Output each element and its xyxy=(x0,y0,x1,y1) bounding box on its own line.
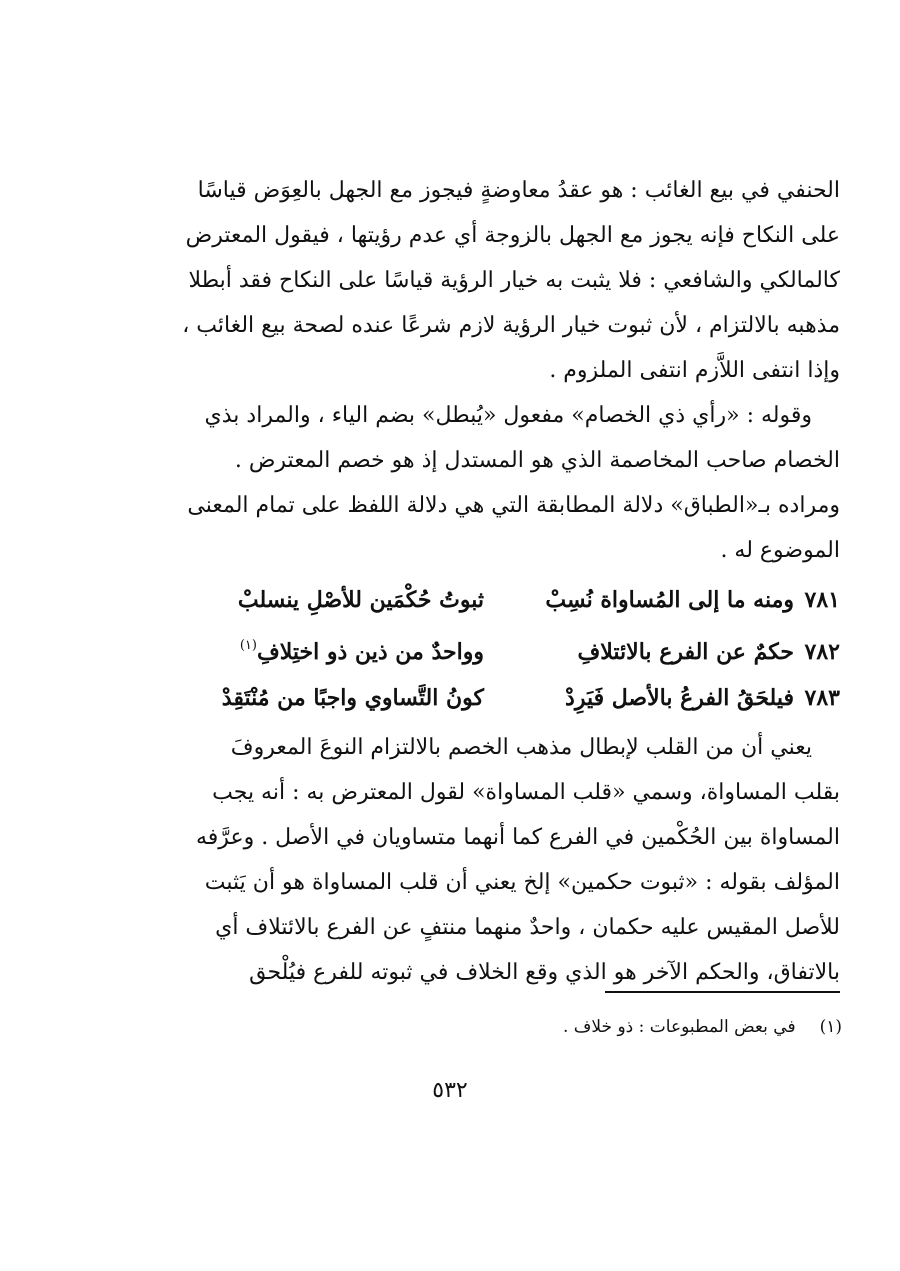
footnote-number: (١) xyxy=(819,1017,842,1037)
verse-781 xyxy=(118,577,840,623)
verse-first-hemistich: حكمٌ عن الفرع بالائتلافِ xyxy=(577,639,794,665)
main-text xyxy=(118,168,840,995)
text-line: المساواة بين الحُكْمين في الفرع كما أنهما متساويان في الأصل . وعرَّفه xyxy=(196,825,840,850)
text-line: للأصل المقيس عليه حكمان ، واحدٌ منهما منتفٍ عن الفرع بالائتلاف أي xyxy=(215,915,840,940)
text-line: يعني أن من القلب لإبطال مذهب الخصم بالالتزام النوعَ المعروفَ xyxy=(230,735,812,760)
verse-first-hemistich: ومنه ما إلى المُساواة نُسِبْ xyxy=(545,587,794,613)
verse-second-hemistich: وواحدٌ من ذين ذو اختِلافِ xyxy=(256,639,484,665)
paragraph-2 xyxy=(118,393,840,573)
footnote xyxy=(563,1017,842,1037)
paragraph-3 xyxy=(118,725,840,995)
verse-first-hemistich: فيلحَقُ الفرعُ بالأصل فَيَرِدْ xyxy=(565,685,794,711)
verse-number: ٧٨١ xyxy=(804,587,840,613)
footnote-marker[interactable]: (١) xyxy=(239,638,257,653)
text-line: المؤلف بقوله : «ثبوت حكمين» إلخ يعني أن قلب المساواة هو أن يَثبت xyxy=(204,870,840,895)
footnote-separator xyxy=(605,991,840,993)
text-line: بقلب المساواة، وسمي «قلب المساواة» لقول المعترض به : أنه يجب xyxy=(212,780,840,805)
verse-second-hemistich: كونُ التَّساوي واجبًا من مُنْتَقِدْ xyxy=(221,685,484,711)
text-line: الحنفي في بيع الغائب : هو عقدُ معاوضةٍ فيجوز مع الجهل بالعِوَض قياسًا xyxy=(197,178,840,203)
text-line: على النكاح فإنه يجوز مع الجهل بالزوجة أي عدم رؤيتها ، فيقول المعترض xyxy=(185,223,840,248)
text-line: الموضوع له . xyxy=(720,538,840,563)
text-line: وإذا انتفى اللاَّزم انتفى الملزوم . xyxy=(549,358,840,383)
paragraph-1 xyxy=(118,168,840,393)
verse-783 xyxy=(118,675,840,721)
verse-number: ٧٨٣ xyxy=(804,685,840,711)
text-line: مذهبه بالالتزام ، لأن ثبوت خيار الرؤية لازم شرعًا عنده لصحة بيع الغائب ، xyxy=(182,313,840,338)
text-line: الخصام صاحب المخاصمة الذي هو المستدل إذ هو خصم المعترض . xyxy=(234,448,840,473)
page-number: ٥٣٢ xyxy=(432,1078,468,1103)
verse-block xyxy=(118,577,840,721)
text-line: بالاتفاق، والحكم الآخر هو الذي وقع الخلاف في ثبوته للفرع فيُلْحق xyxy=(249,960,840,985)
verse-second-hemistich-wrap xyxy=(118,623,484,675)
footnote-text: في بعض المطبوعات : ذو خلاف . xyxy=(562,1017,796,1037)
verse-second-hemistich: ثبوتُ حُكْمَين للأصْلِ ينسلبْ xyxy=(237,587,484,613)
text-line: ومراده بـ«الطباق» دلالة المطابقة التي هي دلالة اللفظ على تمام المعنى xyxy=(187,493,840,518)
verse-number: ٧٨٢ xyxy=(804,639,840,665)
text-line: كالمالكي والشافعي : فلا يثبت به خيار الرؤية قياسًا على النكاح فقد أبطلا xyxy=(188,268,840,293)
text-line: وقوله : «رأي ذي الخصام» مفعول «يُبطل» بضم الياء ، والمراد بذي xyxy=(204,403,812,428)
verse-782 xyxy=(118,623,840,675)
